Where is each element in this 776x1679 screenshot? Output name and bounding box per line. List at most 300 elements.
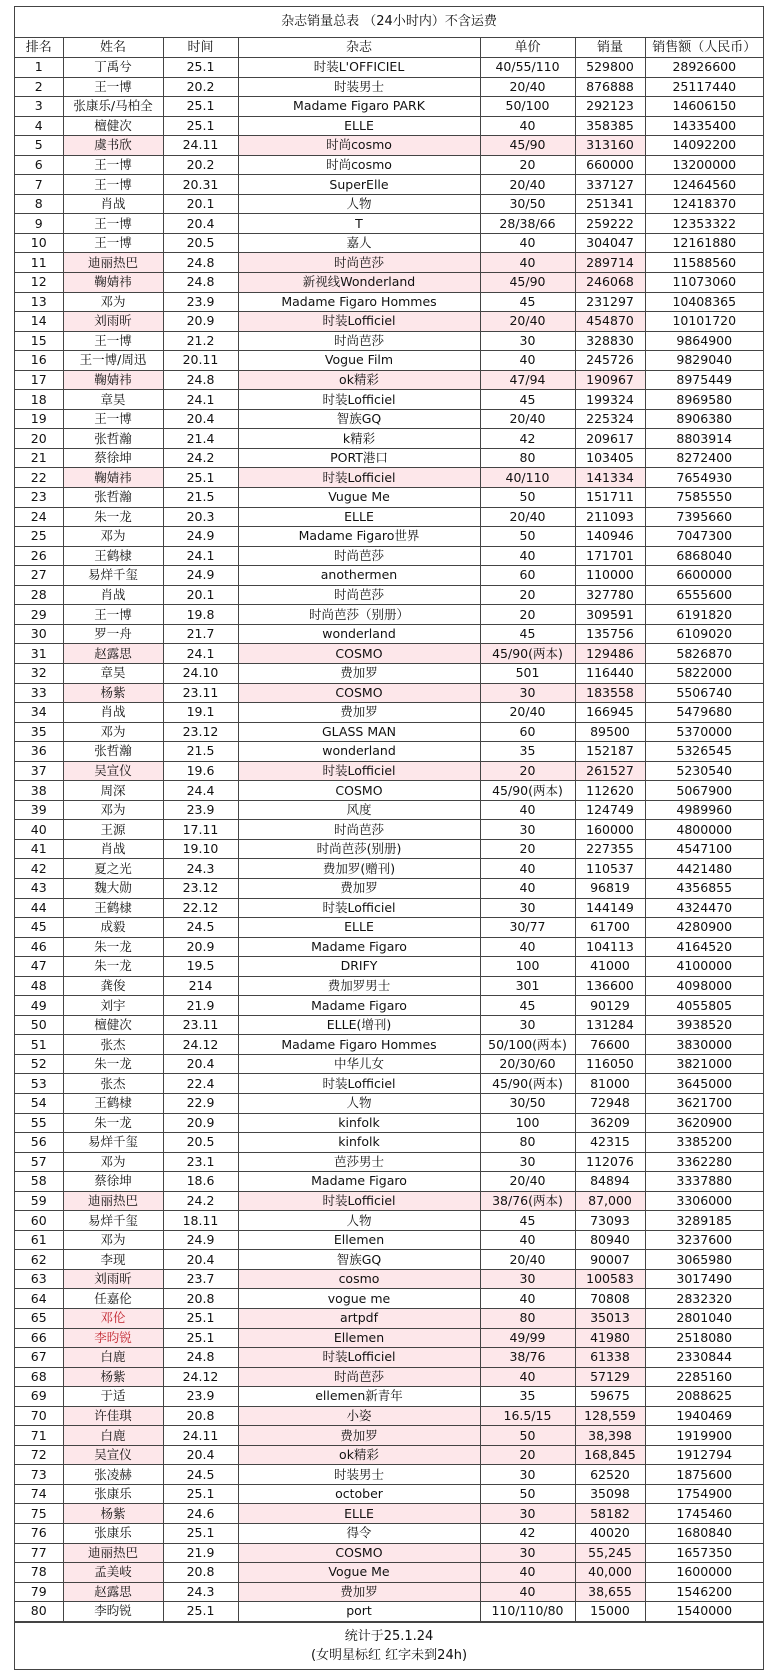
cell-magazine: vogue me — [238, 1289, 480, 1309]
cell-magazine: 得令 — [238, 1524, 480, 1544]
cell-rank: 19 — [15, 409, 63, 429]
cell-magazine: 时装Lofficiel — [238, 468, 480, 488]
cell-rank: 58 — [15, 1172, 63, 1192]
cell-revenue: 1754900 — [645, 1484, 763, 1504]
cell-magazine: 时尚芭莎（别册） — [238, 605, 480, 625]
table-row — [15, 1250, 763, 1270]
cell-magazine: october — [238, 1484, 480, 1504]
cell-revenue: 5067900 — [645, 781, 763, 801]
cell-time: 19.8 — [163, 605, 238, 625]
cell-name: 鞠婧祎 — [63, 370, 163, 390]
cell-magazine: anothermen — [238, 566, 480, 586]
cell-name: 鞠婧祎 — [63, 468, 163, 488]
cell-volume: 59675 — [575, 1387, 645, 1407]
cell-rank: 67 — [15, 1348, 63, 1368]
cell-time: 20.8 — [163, 1406, 238, 1426]
cell-price: 110/110/80 — [480, 1602, 575, 1622]
cell-magazine: COSMO — [238, 644, 480, 664]
cell-price: 35 — [480, 742, 575, 762]
cell-magazine: 费加罗 — [238, 703, 480, 723]
cell-price: 40 — [480, 116, 575, 136]
cell-price: 38/76(两本) — [480, 1191, 575, 1211]
cell-rank: 53 — [15, 1074, 63, 1094]
cell-magazine: 小姿 — [238, 1406, 480, 1426]
cell-price: 50/100(两本) — [480, 1035, 575, 1055]
cell-volume: 58182 — [575, 1504, 645, 1524]
cell-name: 朱一龙 — [63, 957, 163, 977]
cell-magazine: Vugue Me — [238, 488, 480, 508]
cell-magazine: ok精彩 — [238, 370, 480, 390]
table-row — [15, 136, 763, 156]
cell-rank: 3 — [15, 97, 63, 117]
cell-volume: 40020 — [575, 1524, 645, 1544]
cell-magazine: PORT港口 — [238, 448, 480, 468]
cell-magazine: 时装Lofficiel — [238, 1348, 480, 1368]
cell-magazine: 人物 — [238, 1093, 480, 1113]
cell-rank: 38 — [15, 781, 63, 801]
cell-price: 45 — [480, 390, 575, 410]
cell-magazine: 时装男士 — [238, 1465, 480, 1485]
cell-magazine: Madame Figaro世界 — [238, 527, 480, 547]
cell-rank: 10 — [15, 233, 63, 253]
cell-magazine: Ellemen — [238, 1230, 480, 1250]
cell-revenue: 4098000 — [645, 976, 763, 996]
cell-name: 王一博 — [63, 77, 163, 97]
cell-revenue: 12161880 — [645, 233, 763, 253]
cell-magazine: 中华儿女 — [238, 1054, 480, 1074]
cell-price: 20 — [480, 155, 575, 175]
cell-revenue: 4547100 — [645, 839, 763, 859]
cell-magazine: 时尚cosmo — [238, 155, 480, 175]
cell-time: 24.9 — [163, 1230, 238, 1250]
cell-price: 20/40 — [480, 1172, 575, 1192]
cell-volume: 231297 — [575, 292, 645, 312]
cell-magazine: k精彩 — [238, 429, 480, 449]
cell-price: 60 — [480, 566, 575, 586]
cell-rank: 54 — [15, 1093, 63, 1113]
cell-volume: 112620 — [575, 781, 645, 801]
cell-magazine: ELLE(增刊) — [238, 1015, 480, 1035]
cell-time: 20.9 — [163, 1113, 238, 1133]
cell-name: 邓为 — [63, 1152, 163, 1172]
table-row — [15, 370, 763, 390]
cell-rank: 28 — [15, 585, 63, 605]
cell-magazine: 费加罗 — [238, 663, 480, 683]
cell-time: 21.7 — [163, 624, 238, 644]
cell-time: 20.5 — [163, 1133, 238, 1153]
sheet-title: 杂志销量总表 （24小时内）不含运费 — [15, 7, 763, 38]
table-row — [15, 194, 763, 214]
cell-revenue: 7654930 — [645, 468, 763, 488]
table-row — [15, 918, 763, 938]
cell-magazine: 时尚芭莎 — [238, 585, 480, 605]
cell-volume: 259222 — [575, 214, 645, 234]
table-row — [15, 1269, 763, 1289]
cell-time: 20.4 — [163, 409, 238, 429]
cell-price: 20/40 — [480, 312, 575, 332]
cell-time: 22.12 — [163, 898, 238, 918]
table-row — [15, 566, 763, 586]
cell-time: 20.4 — [163, 214, 238, 234]
cell-time: 23.1 — [163, 1152, 238, 1172]
cell-revenue: 10101720 — [645, 312, 763, 332]
cell-magazine: 人物 — [238, 194, 480, 214]
cell-name: 张凌赫 — [63, 1465, 163, 1485]
cell-time: 24.4 — [163, 781, 238, 801]
cell-volume: 190967 — [575, 370, 645, 390]
cell-price: 40 — [480, 937, 575, 957]
cell-price: 45 — [480, 996, 575, 1016]
cell-revenue: 3620900 — [645, 1113, 763, 1133]
cell-magazine: 时装Lofficiel — [238, 761, 480, 781]
cell-rank: 69 — [15, 1387, 63, 1407]
header-rank: 排名 — [15, 38, 63, 58]
cell-time: 24.8 — [163, 370, 238, 390]
table-row — [15, 663, 763, 683]
cell-price: 42 — [480, 429, 575, 449]
cell-magazine: SuperElle — [238, 175, 480, 195]
table-row — [15, 761, 763, 781]
cell-time: 23.11 — [163, 1015, 238, 1035]
cell-time: 24.3 — [163, 859, 238, 879]
table-row — [15, 253, 763, 273]
cell-rank: 43 — [15, 878, 63, 898]
cell-price: 80 — [480, 1309, 575, 1329]
cell-name: 李现 — [63, 1250, 163, 1270]
cell-price: 40/110 — [480, 468, 575, 488]
cell-revenue: 3621700 — [645, 1093, 763, 1113]
cell-magazine: 时尚芭莎 — [238, 331, 480, 351]
cell-volume: 73093 — [575, 1211, 645, 1231]
cell-magazine: COSMO — [238, 683, 480, 703]
cell-revenue: 5479680 — [645, 703, 763, 723]
cell-revenue: 5506740 — [645, 683, 763, 703]
cell-volume: 135756 — [575, 624, 645, 644]
cell-name: 檀健次 — [63, 116, 163, 136]
cell-volume: 41000 — [575, 957, 645, 977]
cell-volume: 110000 — [575, 566, 645, 586]
cell-magazine: ok精彩 — [238, 1445, 480, 1465]
table-row — [15, 800, 763, 820]
cell-price: 100 — [480, 957, 575, 977]
table-row — [15, 898, 763, 918]
cell-magazine: 风度 — [238, 800, 480, 820]
cell-rank: 24 — [15, 507, 63, 527]
cell-name: 朱一龙 — [63, 1054, 163, 1074]
cell-volume: 152187 — [575, 742, 645, 762]
cell-rank: 22 — [15, 468, 63, 488]
cell-rank: 40 — [15, 820, 63, 840]
cell-rank: 27 — [15, 566, 63, 586]
cell-volume: 209617 — [575, 429, 645, 449]
cell-revenue: 2330844 — [645, 1348, 763, 1368]
cell-name: 迪丽热巴 — [63, 1191, 163, 1211]
cell-revenue: 3830000 — [645, 1035, 763, 1055]
cell-name: 邓为 — [63, 800, 163, 820]
cell-rank: 16 — [15, 351, 63, 371]
cell-price: 30/50 — [480, 194, 575, 214]
cell-rank: 14 — [15, 312, 63, 332]
cell-name: 王源 — [63, 820, 163, 840]
cell-volume: 15000 — [575, 1602, 645, 1622]
cell-revenue: 6600000 — [645, 566, 763, 586]
cell-name: 王一博 — [63, 175, 163, 195]
cell-revenue: 3337880 — [645, 1172, 763, 1192]
cell-price: 40 — [480, 233, 575, 253]
cell-name: 章昊 — [63, 663, 163, 683]
cell-volume: 110537 — [575, 859, 645, 879]
cell-time: 21.5 — [163, 742, 238, 762]
table-row — [15, 703, 763, 723]
cell-volume: 55,245 — [575, 1543, 645, 1563]
cell-name: 杨紫 — [63, 683, 163, 703]
cell-price: 20 — [480, 761, 575, 781]
table-row — [15, 1504, 763, 1524]
cell-price: 45/90(两本) — [480, 644, 575, 664]
cell-revenue: 8975449 — [645, 370, 763, 390]
table-row — [15, 585, 763, 605]
cell-price: 38/76 — [480, 1348, 575, 1368]
cell-time: 23.9 — [163, 292, 238, 312]
cell-time: 18.11 — [163, 1211, 238, 1231]
cell-rank: 48 — [15, 976, 63, 996]
table-row — [15, 1426, 763, 1446]
table-row — [15, 1543, 763, 1563]
cell-rank: 63 — [15, 1269, 63, 1289]
cell-time: 24.1 — [163, 644, 238, 664]
cell-volume: 80940 — [575, 1230, 645, 1250]
cell-revenue: 3237600 — [645, 1230, 763, 1250]
cell-rank: 56 — [15, 1133, 63, 1153]
cell-revenue: 4164520 — [645, 937, 763, 957]
cell-magazine: 费加罗 — [238, 1582, 480, 1602]
cell-name: 王鹤棣 — [63, 1093, 163, 1113]
table-row — [15, 58, 763, 78]
cell-magazine: cosmo — [238, 1269, 480, 1289]
cell-revenue: 12464560 — [645, 175, 763, 195]
cell-volume: 116440 — [575, 663, 645, 683]
cell-volume: 116050 — [575, 1054, 645, 1074]
cell-name: 邓为 — [63, 1230, 163, 1250]
cell-volume: 246068 — [575, 273, 645, 293]
cell-name: 白鹿 — [63, 1426, 163, 1446]
cell-rank: 45 — [15, 918, 63, 938]
cell-name: 鞠婧祎 — [63, 273, 163, 293]
table-row — [15, 1387, 763, 1407]
cell-name: 张康乐 — [63, 1484, 163, 1504]
cell-name: 邓为 — [63, 527, 163, 547]
cell-magazine: Madame Figaro — [238, 937, 480, 957]
cell-time: 21.9 — [163, 996, 238, 1016]
cell-volume: 87,000 — [575, 1191, 645, 1211]
sales-table — [15, 38, 763, 1622]
cell-magazine: 费加罗男士 — [238, 976, 480, 996]
cell-revenue: 2832320 — [645, 1289, 763, 1309]
cell-rank: 26 — [15, 546, 63, 566]
table-row — [15, 1582, 763, 1602]
table-row — [15, 1289, 763, 1309]
cell-revenue: 7395660 — [645, 507, 763, 527]
header-revenue: 销售额（人民币） — [645, 38, 763, 58]
cell-revenue: 12353322 — [645, 214, 763, 234]
cell-rank: 51 — [15, 1035, 63, 1055]
cell-price: 50 — [480, 1484, 575, 1504]
cell-time: 20.4 — [163, 1445, 238, 1465]
cell-revenue: 11073060 — [645, 273, 763, 293]
cell-price: 20 — [480, 605, 575, 625]
cell-price: 20/40 — [480, 175, 575, 195]
table-row — [15, 233, 763, 253]
cell-revenue: 8803914 — [645, 429, 763, 449]
cell-time: 25.1 — [163, 116, 238, 136]
cell-revenue: 14335400 — [645, 116, 763, 136]
cell-price: 50/100 — [480, 97, 575, 117]
table-row — [15, 351, 763, 371]
cell-time: 25.1 — [163, 468, 238, 488]
header-name: 姓名 — [63, 38, 163, 58]
cell-revenue: 9829040 — [645, 351, 763, 371]
cell-time: 21.4 — [163, 429, 238, 449]
cell-revenue: 8969580 — [645, 390, 763, 410]
cell-name: 孟美岐 — [63, 1563, 163, 1583]
cell-time: 19.10 — [163, 839, 238, 859]
cell-time: 20.1 — [163, 585, 238, 605]
cell-magazine: kinfolk — [238, 1113, 480, 1133]
cell-magazine: Madame Figaro — [238, 996, 480, 1016]
cell-name: 杨紫 — [63, 1367, 163, 1387]
cell-rank: 57 — [15, 1152, 63, 1172]
cell-time: 20.2 — [163, 155, 238, 175]
cell-volume: 124749 — [575, 800, 645, 820]
cell-name: 张哲瀚 — [63, 742, 163, 762]
cell-volume: 140946 — [575, 527, 645, 547]
cell-rank: 80 — [15, 1602, 63, 1622]
cell-volume: 129486 — [575, 644, 645, 664]
table-row — [15, 1015, 763, 1035]
cell-volume: 70808 — [575, 1289, 645, 1309]
cell-name: 张哲瀚 — [63, 429, 163, 449]
table-row — [15, 605, 763, 625]
cell-time: 24.11 — [163, 136, 238, 156]
cell-magazine: 新视线Wonderland — [238, 273, 480, 293]
cell-magazine: kinfolk — [238, 1133, 480, 1153]
table-row — [15, 273, 763, 293]
sheet-footer — [15, 1622, 763, 1669]
cell-rank: 7 — [15, 175, 63, 195]
cell-volume: 42315 — [575, 1133, 645, 1153]
cell-rank: 33 — [15, 683, 63, 703]
cell-rank: 18 — [15, 390, 63, 410]
cell-revenue: 3306000 — [645, 1191, 763, 1211]
cell-price: 40 — [480, 878, 575, 898]
cell-rank: 74 — [15, 1484, 63, 1504]
cell-rank: 1 — [15, 58, 63, 78]
cell-magazine: ELLE — [238, 918, 480, 938]
table-row — [15, 1367, 763, 1387]
table-row — [15, 937, 763, 957]
cell-volume: 62520 — [575, 1465, 645, 1485]
cell-time: 214 — [163, 976, 238, 996]
cell-price: 20/40 — [480, 703, 575, 723]
cell-time: 24.1 — [163, 390, 238, 410]
table-row — [15, 292, 763, 312]
cell-time: 24.5 — [163, 918, 238, 938]
cell-name: 成毅 — [63, 918, 163, 938]
cell-volume: 529800 — [575, 58, 645, 78]
cell-revenue: 4280900 — [645, 918, 763, 938]
cell-rank: 41 — [15, 839, 63, 859]
cell-rank: 72 — [15, 1445, 63, 1465]
cell-revenue: 1919900 — [645, 1426, 763, 1446]
cell-revenue: 11588560 — [645, 253, 763, 273]
cell-volume: 337127 — [575, 175, 645, 195]
cell-time: 24.11 — [163, 1426, 238, 1446]
cell-revenue: 5822000 — [645, 663, 763, 683]
cell-name: 王鹤棣 — [63, 546, 163, 566]
cell-name: 王一博 — [63, 233, 163, 253]
cell-revenue: 2801040 — [645, 1309, 763, 1329]
cell-name: 周深 — [63, 781, 163, 801]
table-row — [15, 1309, 763, 1329]
cell-magazine: 时尚芭莎 — [238, 546, 480, 566]
cell-volume: 72948 — [575, 1093, 645, 1113]
cell-volume: 292123 — [575, 97, 645, 117]
cell-price: 501 — [480, 663, 575, 683]
cell-volume: 76600 — [575, 1035, 645, 1055]
cell-time: 25.1 — [163, 1328, 238, 1348]
cell-rank: 37 — [15, 761, 63, 781]
cell-revenue: 3938520 — [645, 1015, 763, 1035]
cell-volume: 136600 — [575, 976, 645, 996]
cell-rank: 50 — [15, 1015, 63, 1035]
cell-price: 20/40 — [480, 77, 575, 97]
cell-time: 25.1 — [163, 1602, 238, 1622]
cell-price: 60 — [480, 722, 575, 742]
cell-revenue: 5826870 — [645, 644, 763, 664]
cell-name: 蔡徐坤 — [63, 1172, 163, 1192]
cell-revenue: 14092200 — [645, 136, 763, 156]
cell-magazine: 时装Lofficiel — [238, 1074, 480, 1094]
table-row — [15, 624, 763, 644]
header-volume: 销量 — [575, 38, 645, 58]
cell-rank: 30 — [15, 624, 63, 644]
cell-price: 40 — [480, 546, 575, 566]
cell-rank: 60 — [15, 1211, 63, 1231]
cell-magazine: wonderland — [238, 742, 480, 762]
cell-time: 20.1 — [163, 194, 238, 214]
cell-magazine: artpdf — [238, 1309, 480, 1329]
cell-price: 301 — [480, 976, 575, 996]
cell-volume: 876888 — [575, 77, 645, 97]
cell-time: 24.12 — [163, 1367, 238, 1387]
cell-price: 20 — [480, 585, 575, 605]
cell-rank: 77 — [15, 1543, 63, 1563]
cell-price: 30 — [480, 1015, 575, 1035]
table-row — [15, 488, 763, 508]
cell-magazine: Madame Figaro Hommes — [238, 292, 480, 312]
cell-name: 许佳琪 — [63, 1406, 163, 1426]
footer-date: 统计于25.1.24 — [344, 1628, 434, 1644]
cell-rank: 20 — [15, 429, 63, 449]
cell-magazine: T — [238, 214, 480, 234]
cell-rank: 39 — [15, 800, 63, 820]
cell-revenue: 1875600 — [645, 1465, 763, 1485]
cell-price: 28/38/66 — [480, 214, 575, 234]
cell-volume: 128,559 — [575, 1406, 645, 1426]
cell-rank: 76 — [15, 1524, 63, 1544]
cell-time: 24.9 — [163, 527, 238, 547]
table-row — [15, 214, 763, 234]
